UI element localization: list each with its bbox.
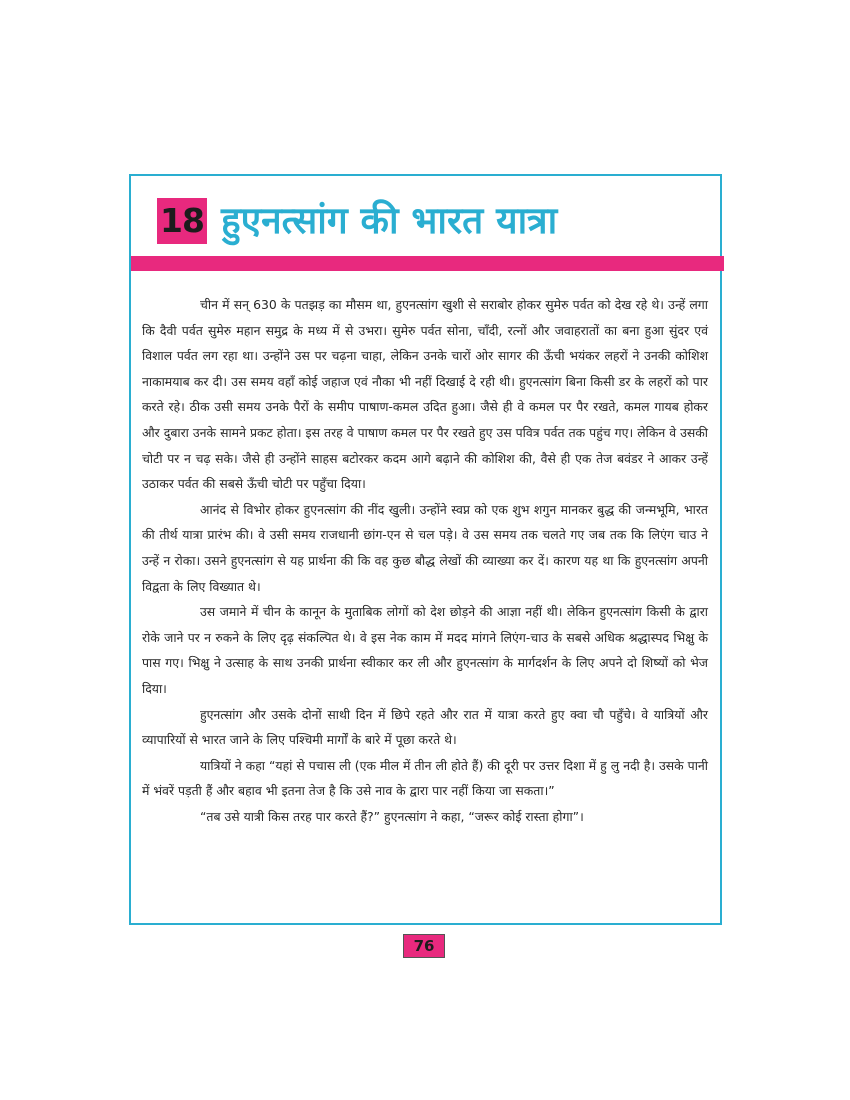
page-number: 76 [403, 934, 445, 958]
paragraph: “तब उसे यात्री किस तरह पार करते हैं?” हुएनत्सांग ने कहा, “जरूर कोई रास्ता होगा”। [200, 808, 584, 824]
paragraph: चीन में सन् 630 के पतझड़ का मौसम था, हुएनत्सांग खुशी से सराबोर होकर सुमेरु पर्वत को देख रहे थे। उन्हें लगा कि दैवी पर्वत सुमेरु महान समुद्र के मध्य में से उभरा। सुमेरु पर्वत सोना, चाँदी, रत्नों और जवाहरातों का बना हुआ सुंदर एवं विशाल पर्वत लग रहा था। उन्होंने उस पर चढ़ना चाहा, लेकिन उनके चारों ओर सागर की ऊँची भयंकर लहरों ने उनकी कोशिश नाकामयाब कर दी। उस समय वहाँ कोई जहाज एवं नौका भी नहीं दिखाई दे रही थी। हुएनत्सांग बिना किसी डर के लहरों को पार करते रहे। ठीक उसी समय उनके पैरों के समीप पाषाण-कमल उदित हुआ। जैसे ही वे कमल पर पैर रखते, कमल गायब होकर और दुबारा उनके सामने प्रकट होता। इस तरह वे पाषाण कमल पर पैर रखते हुए उस पवित्र पर्वत तक पहुंच गए। लेकिन वे उसकी चोटी पर न चढ़ सके। जैसे ही उन्होंने साहस बटोरकर कदम आगे बढ़ाने की कोशिश की, वैसे ही एक तेज बवंडर ने आकर उन्हें उठाकर पर्वत की सबसे ऊँची चोटी पर पहुँचा दिया। [142, 297, 708, 492]
paragraph: यात्रियों ने कहा “यहां से पचास ली (एक मील में तीन ली होते हैं) की दूरी पर उत्तर दिशा में हु लु नदी है। उसके पानी में भंवरें पड़ती हैं और बहाव भी इतना तेज है कि उसे नाव के द्वारा पार नहीं किया जा सकता।” [142, 757, 708, 799]
chapter-number: 18 [157, 198, 207, 244]
paragraph: उस जमाने में चीन के कानून के मुताबिक लोगों को देश छोड़ने की आज्ञा नहीं थी। लेकिन हुएनत्सांग किसी के द्वारा रोके जाने पर न रुकने के लिए दृढ़ संकल्पित थे। वे इस नेक काम में मदद मांगने लिएंग-चाउ के सबसे अधिक श्रद्धास्पद भिक्षु के पास गए। भिक्षु ने उत्साह के साथ उनकी प्रार्थना स्वीकार कर ली और हुएनत्सांग के मार्गदर्शन के लिए अपने दो शिष्यों को भेज दिया। [142, 604, 708, 696]
chapter-heading [157, 196, 557, 246]
paragraph: हुएनत्सांग और उसके दोनों साथी दिन में छिपे रहते और रात में यात्रा करते हुए क्वा चौ पहुँचे। वे यात्रियों और व्यापारियों से भारत जाने के लिए पश्चिमी मार्गों के बारे में पूछा करते थे। [142, 706, 708, 748]
chapter-body [142, 292, 708, 829]
chapter-frame [129, 174, 722, 925]
paragraph: आनंद से विभोर होकर हुएनत्सांग की नींद खुली। उन्होंने स्वप्न को एक शुभ शगुन मानकर बुद्ध की जन्मभूमि, भारत की तीर्थ यात्रा प्रारंभ की। वे उसी समय राजधानी छांग-एन से चल पड़े। वे उस समय तक चलते गए जब तक कि लिएंग चाउ ने उन्हें न रोका। उसने हुएनत्सांग से यह प्रार्थना की कि वह कुछ बौद्ध लेखों की व्याख्या कर दें। कारण यह था कि हुएनत्सांग अपनी विद्वता के लिए विख्यात थे। [142, 501, 708, 594]
chapter-title: हुएनत्सांग की भारत यात्रा [221, 199, 558, 242]
header-divider-bar [131, 256, 724, 271]
